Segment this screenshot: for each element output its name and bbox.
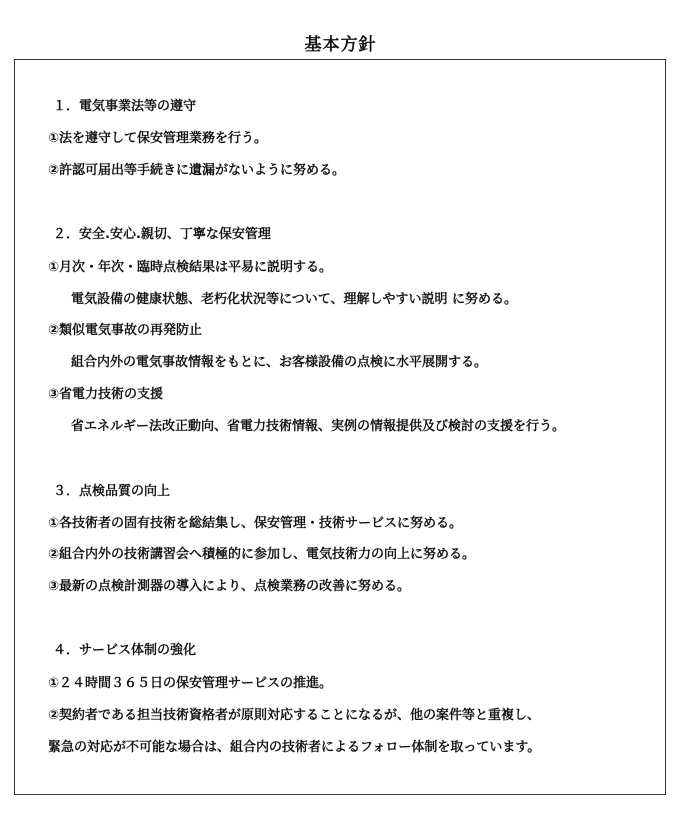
policy-item: ②許認可届出等手続きに遺漏がないように努める。	[48, 163, 346, 178]
policy-item: ②類似電気事故の再発防止	[48, 323, 203, 338]
page-title: 基本方針	[304, 35, 377, 55]
section-heading: ４．サービス体制の強化	[53, 643, 197, 658]
section-heading: ３．点検品質の向上	[53, 484, 171, 499]
policy-item: ①各技術者の固有技術を総結集し、保安管理・技術サービスに努める。	[48, 516, 463, 531]
policy-item: ①法を遵守して保安管理業務を行う。	[48, 131, 268, 146]
policy-item: ②契約者である担当技術資格者が原則対応することになるが、他の案件等と重複し、	[48, 708, 541, 723]
policy-item: ①２４時間３６５日の保安管理サービスの推進。	[48, 676, 333, 691]
policy-detail: 電気設備の健康状態、老朽化状況等について、理解しやすい説明 に努める。	[71, 292, 518, 307]
policy-item: ①月次・年次・臨時点検結果は平易に説明する。	[48, 260, 333, 275]
policy-detail: 組合内外の電気事故情報をもとに、お客様設備の点検に水平展開する。	[71, 355, 488, 370]
policy-item: ②組合内外の技術講習会へ積極的に参加し、電気技術力の向上に努める。	[48, 547, 476, 562]
policy-detail: 省エネルギー法改正動向、省電力技術情報、実例の情報提供及び検討の支援を行う。	[71, 419, 566, 434]
policy-item: 緊急の対応が不可能な場合は、組合内の技術者によるフォロー体制を取っています。	[48, 740, 541, 755]
section-heading: ２．安全.安心.親切、丁寧な保安管理	[53, 227, 271, 242]
section-heading: １．電気事業法等の遵守	[53, 99, 197, 114]
policy-item: ③省電力技術の支援	[48, 387, 164, 402]
policy-item: ③最新の点検計測器の導入により、点検業務の改善に努める。	[48, 579, 411, 594]
